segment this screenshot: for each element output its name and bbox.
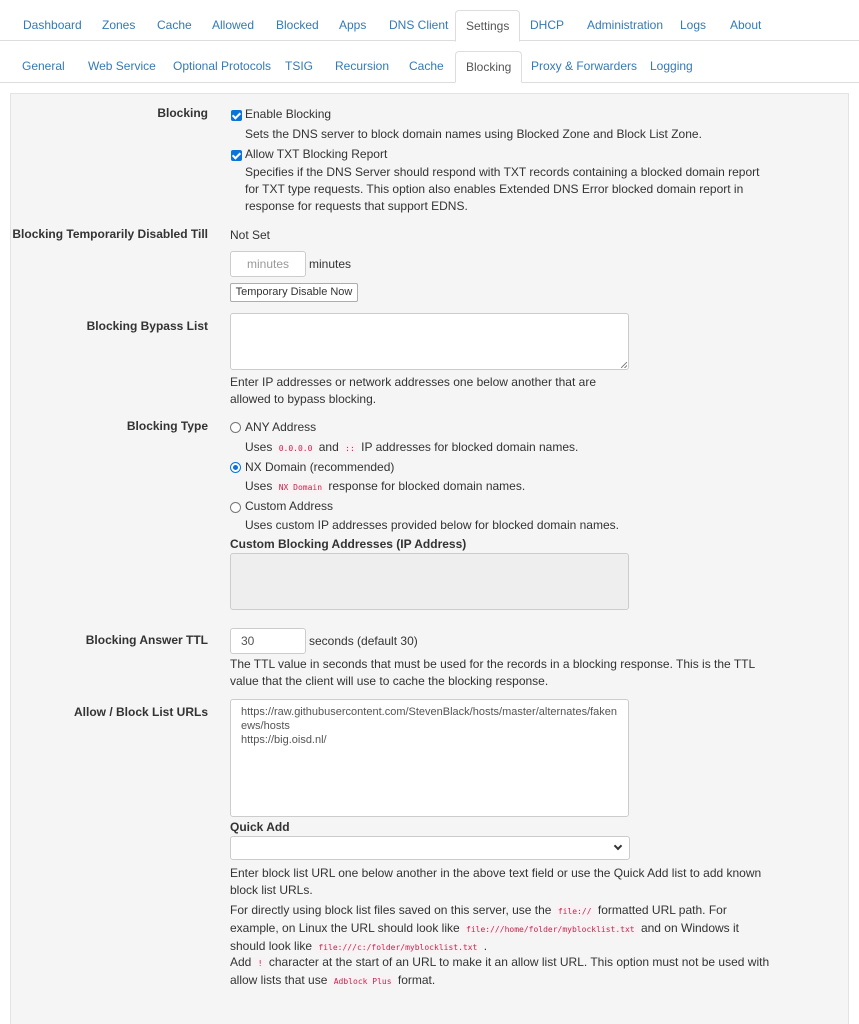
tab-allowed[interactable]: Allowed: [212, 18, 255, 32]
tab-dashboard[interactable]: Dashboard: [23, 18, 82, 32]
temp-disable-minutes-unit: minutes: [309, 257, 352, 271]
code-exclamation: !: [255, 958, 266, 969]
answer-ttl-input[interactable]: 30: [230, 628, 306, 654]
quick-add-label: Quick Add: [230, 820, 290, 834]
subtab-cache[interactable]: Cache: [409, 59, 444, 73]
nx-domain-label: NX Domain (recommended): [245, 460, 395, 474]
subtab-logging[interactable]: Logging: [650, 59, 693, 73]
custom-addresses-label: Custom Blocking Addresses (IP Address): [230, 537, 467, 551]
custom-address-radio[interactable]: [230, 502, 241, 513]
tab-zones[interactable]: Zones: [102, 18, 136, 32]
code-file-scheme: file://: [555, 906, 595, 917]
tab-dhcp[interactable]: DHCP: [530, 18, 565, 32]
block-list-help-1: Enter block list URL one below another in the above text field or use the Quick Add list to add known block list URLs.: [230, 866, 762, 897]
block-list-help-2: For directly using block list files saved on this server, use the file:// formatted URL path. For example, on Linux the URL should look like file:///home/folder/myblocklist.txt and on Windows it should look like file:///c:/folder/myblocklist.txt .: [230, 903, 740, 953]
custom-addresses-textarea[interactable]: [230, 553, 629, 610]
quick-add-select[interactable]: [230, 836, 630, 860]
subtab-tsig[interactable]: TSIG: [285, 59, 314, 73]
txt-report-label: Allow TXT Blocking Report: [245, 147, 388, 161]
answer-ttl-help: The TTL value in seconds that must be used for the records in a blocking response. This is the TTL value that the client will use to cache the blocking response.: [230, 657, 755, 688]
custom-address-help: Uses custom IP addresses provided below for blocked domain names.: [245, 518, 619, 532]
tab-logs[interactable]: Logs: [680, 18, 707, 32]
code-any-ip: 0.0.0.0: [276, 443, 316, 454]
settings-sub-nav: [0, 41, 859, 83]
chevron-down-icon: [614, 842, 622, 850]
subtab-blocking[interactable]: Blocking: [455, 51, 522, 83]
bypass-list-label: Blocking Bypass List: [86, 319, 208, 333]
code-nx-domain: NX Domain: [276, 482, 325, 493]
enable-blocking-checkbox[interactable]: [231, 110, 242, 121]
code-linux-path: file:///home/folder/myblocklist.txt: [463, 924, 638, 935]
temp-disable-status: Not Set: [230, 228, 271, 242]
subtab-proxy-forwarders[interactable]: Proxy & Forwarders: [531, 59, 638, 73]
any-address-help: Uses 0.0.0.0 and :: IP addresses for blocked domain names.: [245, 440, 579, 454]
nx-domain-radio[interactable]: [230, 462, 241, 473]
code-any-ipv6: ::: [342, 443, 358, 454]
tab-about[interactable]: About: [730, 18, 762, 32]
custom-address-label: Custom Address: [245, 499, 334, 513]
block-list-urls-textarea[interactable]: https://raw.githubusercontent.com/StevenBlack/hosts/master/alternates/fakenews/hosts https://big.oisd.nl/: [230, 699, 629, 817]
blocking-type-label: Blocking Type: [126, 419, 208, 433]
main-nav: [0, 0, 859, 41]
any-address-label: ANY Address: [245, 420, 317, 434]
tab-settings[interactable]: Settings: [455, 10, 520, 42]
temporary-disable-button[interactable]: Temporary Disable Now: [230, 283, 358, 302]
code-adblock-plus: Adblock Plus: [331, 976, 395, 987]
txt-report-checkbox[interactable]: [231, 150, 242, 161]
bypass-list-textarea[interactable]: [230, 313, 629, 370]
block-list-urls-label: Allow / Block List URLs: [73, 705, 208, 719]
block-list-help-3: Add ! character at the start of an URL to make it an allow list URL. This option must not be used with allow lists that use Adblock Plus format.: [230, 955, 770, 987]
tab-blocked[interactable]: Blocked: [276, 18, 319, 32]
tab-cache[interactable]: Cache: [157, 18, 192, 32]
enable-blocking-label: Enable Blocking: [245, 107, 332, 121]
any-address-radio[interactable]: [230, 422, 241, 433]
subtab-general[interactable]: General: [22, 59, 65, 73]
answer-ttl-label: Blocking Answer TTL: [85, 633, 208, 647]
code-windows-path: file:///c:/folder/myblocklist.txt: [315, 942, 480, 953]
blocking-label: Blocking: [157, 106, 208, 120]
nx-domain-help: Uses NX Domain response for blocked domain names.: [245, 479, 526, 493]
subtab-web-service[interactable]: Web Service: [88, 59, 156, 73]
bypass-list-help: Enter IP addresses or network addresses one below another that are allowed to bypass blocking.: [230, 375, 596, 406]
txt-report-help: Specifies if the DNS Server should respond with TXT records containing a blocked domain report for TXT type requests. This option also enables Extended DNS Error blocked domain report in response for requests that support EDNS.: [245, 165, 760, 213]
subtab-recursion[interactable]: Recursion: [335, 59, 390, 73]
resize-grip-icon[interactable]: [621, 362, 627, 368]
enable-blocking-help: Sets the DNS server to block domain names using Blocked Zone and Block List Zone.: [245, 127, 702, 141]
answer-ttl-unit: seconds (default 30): [309, 634, 418, 648]
tab-apps[interactable]: Apps: [339, 18, 367, 32]
temp-disable-label: Blocking Temporarily Disabled Till: [12, 227, 208, 241]
temp-disable-minutes-input[interactable]: minutes: [230, 251, 306, 277]
tab-administration[interactable]: Administration: [587, 18, 664, 32]
tab-dns-client[interactable]: DNS Client: [389, 18, 449, 32]
subtab-optional-protocols[interactable]: Optional Protocols: [173, 59, 272, 73]
